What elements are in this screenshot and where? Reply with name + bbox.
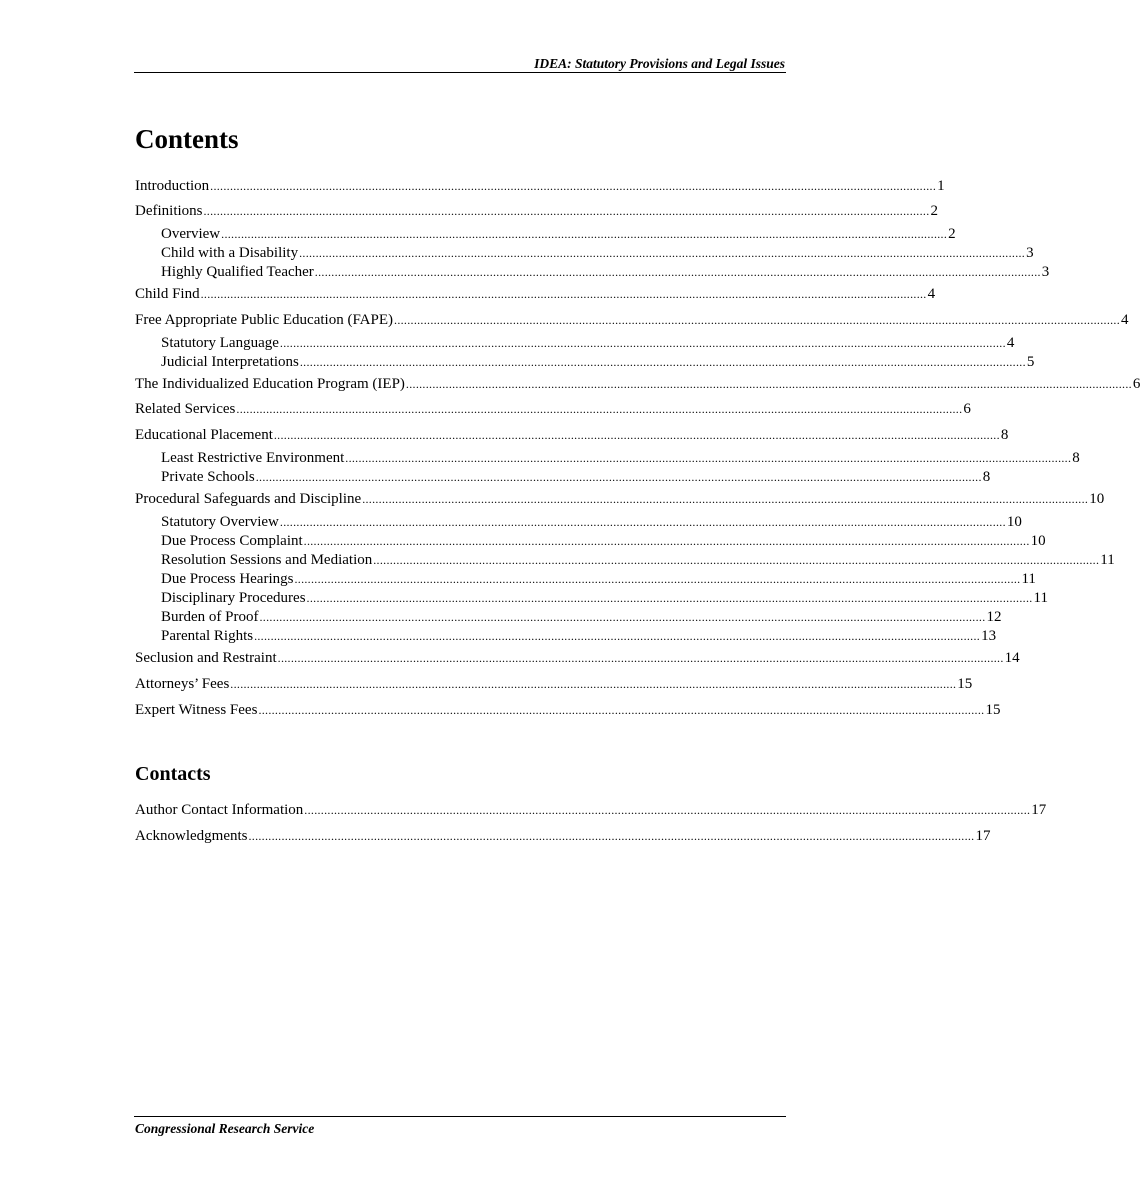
dot-leader: ............................................................................................................................................................................................................................ <box>203 204 930 218</box>
toc-entry-page: 4 <box>927 286 936 302</box>
toc-entry-label: Disciplinary Procedures <box>161 590 306 606</box>
toc-subentry[interactable] <box>161 263 1050 282</box>
toc-entry-page: 3 <box>1041 264 1050 280</box>
dot-leader: ............................................................................................................................................................................................................................ <box>273 428 1000 442</box>
toc-entry[interactable] <box>135 490 1105 509</box>
toc-entry[interactable] <box>135 375 1140 394</box>
toc-entry[interactable] <box>135 701 1001 720</box>
toc-entry-label: Attorneys’ Fees <box>135 676 230 692</box>
footer-organization: Congressional Research Service <box>135 1121 315 1136</box>
dot-leader: ............................................................................................................................................................................................................................ <box>303 534 1030 548</box>
toc-entry-page: 2 <box>948 226 956 242</box>
dot-leader: ............................................................................................................................................................................................................................ <box>394 313 1121 327</box>
toc-entry-label: Private Schools <box>161 469 255 485</box>
toc-entry-page: 5 <box>1026 354 1035 370</box>
toc-entry-page: 14 <box>1004 650 1020 666</box>
dot-leader: ............................................................................................................................................................................................................................ <box>230 677 957 691</box>
toc-entry-page: 6 <box>1132 376 1140 392</box>
dot-leader: ............................................................................................................................................................................................................................ <box>362 492 1089 506</box>
toc-entry-label: Procedural Safeguards and Discipline <box>135 491 362 507</box>
toc-entry-page: 3 <box>1026 245 1034 261</box>
toc-entry-page: 8 <box>1000 427 1009 443</box>
dot-leader: ............................................................................................................................................................................................................................ <box>236 402 963 416</box>
toc-entry-label: Statutory Overview <box>161 514 279 530</box>
dot-leader: ............................................................................................................................................................................................................................ <box>306 591 1033 605</box>
toc-entry-label: Due Process Complaint <box>161 533 303 549</box>
toc-entry-label: The Individualized Education Program (IEP) <box>135 376 405 392</box>
toc-subentry[interactable] <box>161 589 1048 608</box>
toc-entry-page: 1 <box>937 178 945 194</box>
toc-entry[interactable] <box>135 285 936 304</box>
toc-entry[interactable] <box>135 827 991 846</box>
toc-entry-page: 4 <box>1121 312 1129 328</box>
toc-subentry[interactable] <box>161 608 1002 627</box>
toc-entry-label: Definitions <box>135 203 203 219</box>
toc-subentry[interactable] <box>161 449 1080 468</box>
toc-entry-page: 8 <box>982 469 991 485</box>
dot-leader: ............................................................................................................................................................................................................................ <box>299 246 1026 260</box>
toc-entry-label: Author Contact Information <box>135 802 304 818</box>
toc-entry[interactable] <box>135 426 1009 445</box>
page-footer <box>134 1116 786 1136</box>
toc-entry-label: Related Services <box>135 401 236 417</box>
page-header <box>134 56 786 73</box>
toc-entry-page: 15 <box>985 702 1001 718</box>
toc-subentry[interactable] <box>161 513 1022 532</box>
toc-entry-label: Least Restrictive Environment <box>161 450 345 466</box>
toc-entry-page: 6 <box>963 401 971 417</box>
toc-entry-label: Statutory Language <box>161 335 279 351</box>
dot-leader: ............................................................................................................................................................................................................................ <box>258 703 985 717</box>
toc-entry-label: Expert Witness Fees <box>135 702 258 718</box>
dot-leader: ............................................................................................................................................................................................................................ <box>210 179 937 193</box>
toc-entry-label: Overview <box>161 226 221 242</box>
toc-entry-label: Parental Rights <box>161 628 254 644</box>
toc-entry-label: Seclusion and Restraint <box>135 650 277 666</box>
toc-entry-label: Due Process Hearings <box>161 571 294 587</box>
dot-leader: ............................................................................................................................................................................................................................ <box>373 553 1100 567</box>
dot-leader: ............................................................................................................................................................................................................................ <box>304 803 1031 817</box>
dot-leader: ............................................................................................................................................................................................................................ <box>277 651 1004 665</box>
running-title: IDEA: Statutory Provisions and Legal Issues <box>534 56 785 71</box>
toc-entry-label: Child with a Disability <box>161 245 299 261</box>
toc-subentry[interactable] <box>161 353 1035 372</box>
toc-entry[interactable] <box>135 177 945 196</box>
toc-entry-page: 11 <box>1100 552 1115 568</box>
dot-leader: ............................................................................................................................................................................................................................ <box>405 377 1132 391</box>
toc-entry-page: 10 <box>1006 514 1022 530</box>
toc-subentry[interactable] <box>161 551 1115 570</box>
contacts-title: Contacts <box>135 763 211 785</box>
toc-entry-page: 11 <box>1021 571 1036 587</box>
toc-entry-label: Burden of Proof <box>161 609 259 625</box>
dot-leader: ............................................................................................................................................................................................................................ <box>279 336 1006 350</box>
dot-leader: ............................................................................................................................................................................................................................ <box>200 287 927 301</box>
toc-entry[interactable] <box>135 649 1020 668</box>
dot-leader: ............................................................................................................................................................................................................................ <box>299 355 1026 369</box>
dot-leader: ............................................................................................................................................................................................................................ <box>314 265 1041 279</box>
toc-subentry[interactable] <box>161 334 1015 353</box>
dot-leader: ............................................................................................................................................................................................................................ <box>294 572 1021 586</box>
toc-entry-page: 13 <box>981 628 997 644</box>
toc-entry-label: Resolution Sessions and Mediation <box>161 552 373 568</box>
toc-entry[interactable] <box>135 400 971 419</box>
toc-subentry[interactable] <box>161 468 991 487</box>
toc-entry-label: Highly Qualified Teacher <box>161 264 314 280</box>
dot-leader: ............................................................................................................................................................................................................................ <box>221 227 948 241</box>
toc-entry-label: Acknowledgments <box>135 828 248 844</box>
toc-entry-page: 4 <box>1006 335 1015 351</box>
toc-subentry[interactable] <box>161 627 997 646</box>
toc-entry[interactable] <box>135 675 973 694</box>
dot-leader: ............................................................................................................................................................................................................................ <box>345 451 1072 465</box>
dot-leader: ............................................................................................................................................................................................................................ <box>279 515 1006 529</box>
dot-leader: ............................................................................................................................................................................................................................ <box>248 829 975 843</box>
toc-entry-page: 10 <box>1030 533 1046 549</box>
dot-leader: ............................................................................................................................................................................................................................ <box>255 470 982 484</box>
toc-entry-page: 10 <box>1089 491 1105 507</box>
toc-entry[interactable] <box>135 311 1129 330</box>
toc-subentry[interactable] <box>161 244 1034 263</box>
toc-entry-label: Educational Placement <box>135 427 273 443</box>
toc-entry-page: 12 <box>986 609 1002 625</box>
toc-entry-page: 17 <box>975 828 991 844</box>
toc-entry-label: Introduction <box>135 178 210 194</box>
toc-entry[interactable] <box>135 801 1047 820</box>
contents-title: Contents <box>135 124 239 154</box>
toc-entry-label: Child Find <box>135 286 200 302</box>
dot-leader: ............................................................................................................................................................................................................................ <box>254 629 981 643</box>
dot-leader: ............................................................................................................................................................................................................................ <box>259 610 986 624</box>
toc-entry-label: Free Appropriate Public Education (FAPE) <box>135 312 394 328</box>
toc-subentry[interactable] <box>161 570 1036 589</box>
toc-entry-page: 15 <box>957 676 973 692</box>
toc-entry-page: 8 <box>1072 450 1080 466</box>
toc-subentry[interactable] <box>161 225 956 244</box>
toc-entry-label: Judicial Interpretations <box>161 354 299 370</box>
toc-entry-page: 2 <box>930 203 938 219</box>
toc-entry-page: 11 <box>1033 590 1048 606</box>
toc-subentry[interactable] <box>161 532 1046 551</box>
toc-entry[interactable] <box>135 202 938 221</box>
toc-entry-page: 17 <box>1031 802 1047 818</box>
